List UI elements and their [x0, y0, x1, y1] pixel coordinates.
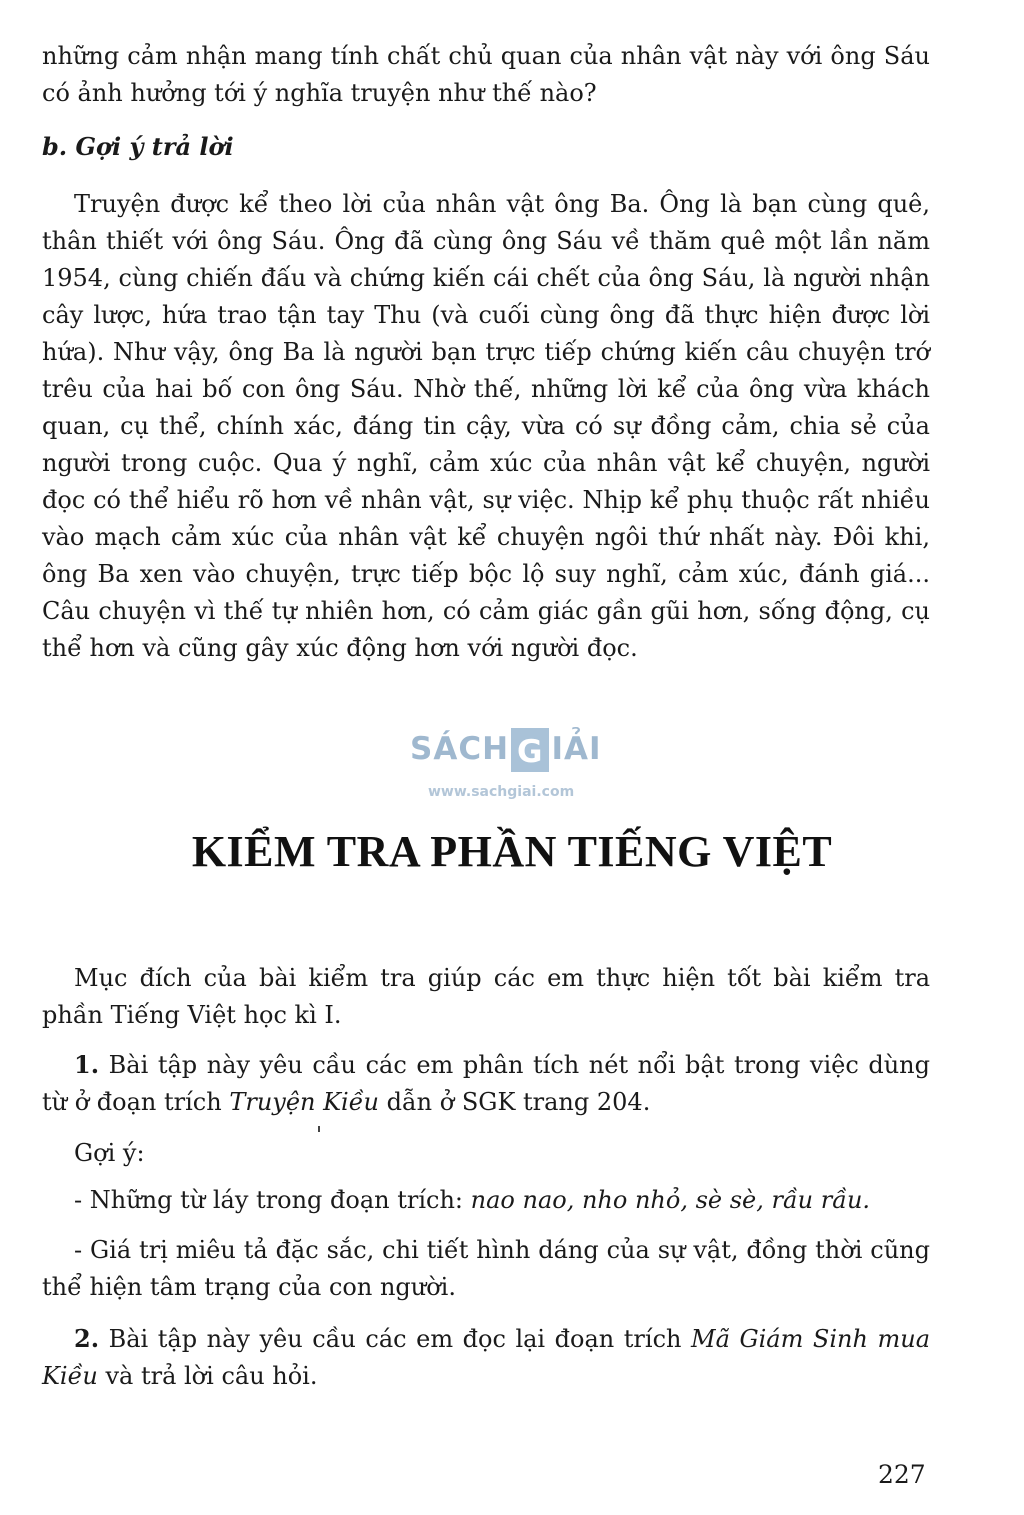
exercise-1-text-a: Bài tập này yêu cầu các em phân tích nét nổi bật trong việc dùng từ ở đoạn trích — [42, 1051, 930, 1116]
watermark-brand-right: IẢI — [551, 731, 602, 767]
exercise-2-number: 2. — [74, 1324, 100, 1353]
exercise-2-text-b: và trả lời câu hỏi. — [97, 1362, 318, 1390]
hint-bullet-1-text: - Những từ láy trong đoạn trích: — [74, 1186, 471, 1214]
hint-bullet-2: - Giá trị miêu tả đặc sắc, chi tiết hình dáng của sự vật, đồng thời cũng thể hiện tâm trạng của con người. — [42, 1236, 930, 1301]
hint-bullet-1-words: nao nao, nho nhỏ, sè sè, rầu rầu. — [470, 1186, 871, 1214]
watermark-brand — [410, 728, 602, 772]
exercise-2-work: Mã Giám Sinh mua Kiều — [42, 1325, 930, 1390]
hint-bullet-1 — [42, 1182, 930, 1219]
answer-paragraph: Truyện được kể theo lời của nhân vật ông Ba. Ông là bạn cùng quê, thân thiết với ông Sáu. Ông đã cùng ông Sáu về thăm quê một lần năm 1954, cùng chiến đấu và chứng kiến cái chết của ông Sáu, là người nhận cây lược, hứa trao tận tay Thu (và cuối cùng ông đã thực hiện được lời hứa). Như vậy, ông Ba là người bạn trực tiếp chứng kiến câu chuyện trớ trêu của hai bố con ông Sáu. Nhờ thế, những lời kể của ông vừa khách quan, cụ thể, chính xác, đáng tin cậy, vừa có sự đồng cảm, chia sẻ của người trong cuộc. Qua ý nghĩ, cảm xúc của nhân vật kể chuyện, người đọc có thể hiểu rõ hơn về nhân vật, sự việc. Nhịp kể phụ thuộc rất nhiều vào mạch cảm xúc của nhân vật kể chuyện ngôi thứ nhất này. Đôi khi, ông Ba xen vào chuyện, trực tiếp bộc lộ suy nghĩ, cảm xúc, đánh giá... Câu chuyện vì thế tự nhiên hơn, có cảm giác gần gũi hơn, sống động, cụ thể hơn và cũng gây xúc động hơn với người đọc. — [42, 190, 930, 662]
watermark-brand-left: SÁCH — [410, 731, 510, 767]
intro-paragraph: những cảm nhận mang tính chất chủ quan của nhân vật này với ông Sáu có ảnh hưởng tới ý nghĩa truyện như thế nào? — [42, 42, 930, 107]
purpose-paragraph: Mục đích của bài kiểm tra giúp các em thực hiện tốt bài kiểm tra phần Tiếng Việt học kì I. — [42, 964, 930, 1029]
hint-label: Gợi ý: — [74, 1139, 145, 1167]
answer-heading: b. Gợi ý trả lời — [42, 132, 234, 161]
exercise-1-paragraph — [42, 1046, 930, 1121]
exercise-1-work: Truyện Kiều — [229, 1088, 379, 1116]
exercise-1-number: 1. — [74, 1050, 100, 1079]
section-title: KIỂM TRA PHẦN TIẾNG VIỆT — [191, 827, 833, 876]
exercise-2-paragraph — [42, 1320, 930, 1395]
watermark-g-box: G — [511, 728, 549, 772]
stray-mark — [318, 1126, 320, 1132]
watermark-url: www.sachgiai.com — [428, 784, 575, 800]
exercise-2-text-a: Bài tập này yêu cầu các em đọc lại đoạn trích — [99, 1325, 692, 1353]
watermark-logo — [410, 712, 620, 802]
exercise-1-text-b: dẫn ở SGK trang 204. — [378, 1088, 651, 1116]
page-number: 227 — [878, 1460, 926, 1489]
